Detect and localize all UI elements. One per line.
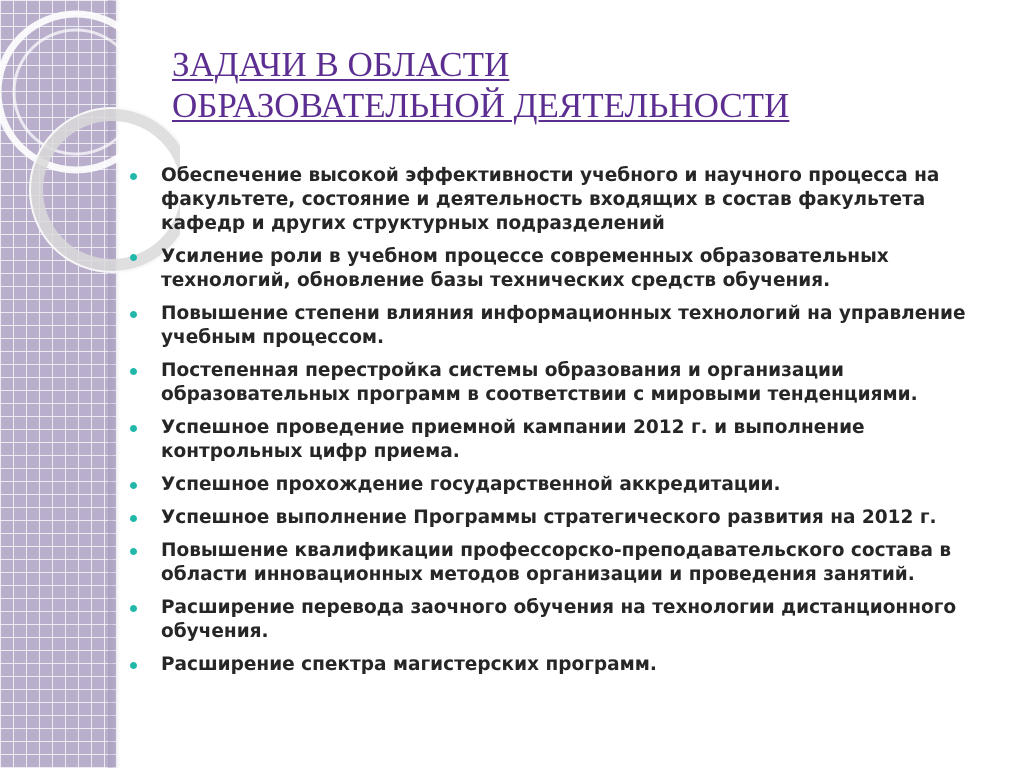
list-item-text: Успешное выполнение Программы стратегического развития на 2012 г. [161, 507, 937, 528]
list-item [128, 539, 998, 587]
bullet-icon [130, 254, 137, 261]
list-item [128, 302, 998, 350]
task-list [128, 164, 998, 686]
list-item-text: Повышение степени влияния информационных технологий на управление учебным процессом. [161, 303, 966, 348]
list-item-text: Успешное проведение приемной кампании 2012 г. и выполнение контрольных цифр приема. [161, 417, 865, 462]
list-item-text: Усиление роли в учебном процессе современных образовательных технологий, обновление базы технических средств обучения. [161, 246, 889, 291]
list-item [128, 506, 998, 530]
bullet-icon [130, 368, 137, 375]
list-item [128, 473, 998, 497]
slide-title [172, 44, 992, 126]
bullet-icon [130, 548, 137, 555]
outer-ring [0, 14, 154, 170]
list-item-text: Успешное прохождение государственной аккредитации. [161, 474, 781, 495]
bullet-icon [130, 173, 137, 180]
bullet-icon [130, 425, 137, 432]
list-item [128, 245, 998, 293]
bullet-icon [130, 311, 137, 318]
title-line-1: ЗАДАЧИ В ОБЛАСТИ [172, 45, 510, 84]
list-item [128, 164, 998, 236]
inner-ring [14, 30, 138, 154]
list-item-text: Повышение квалификации профессорско-преподавательского состава в области инновационных методов организации и проведения занятий. [161, 540, 952, 585]
list-item [128, 596, 998, 644]
list-item-text: Расширение спектра магистерских программ. [161, 654, 657, 675]
bullet-icon [130, 605, 137, 612]
list-item [128, 653, 998, 677]
list-item [128, 416, 998, 464]
bullet-icon [130, 482, 137, 489]
list-item-text: Постепенная перестройка системы образования и организации образовательных программ в соответствии с мировыми тенденциями. [161, 360, 918, 405]
bullet-icon [130, 662, 137, 669]
list-item [128, 359, 998, 407]
title-line-2: ОБРАЗОВАТЕЛЬНОЙ ДЕЯТЕЛЬНОСТИ [172, 86, 790, 125]
bullet-icon [130, 515, 137, 522]
list-item-text: Обеспечение высокой эффективности учебного и научного процесса на факультете, состояние и деятельность входящих в состав факультета кафедр и других структурных подразделений [161, 165, 940, 234]
list-item-text: Расширение перевода заочного обучения на технологии дистанционного обучения. [161, 597, 957, 642]
